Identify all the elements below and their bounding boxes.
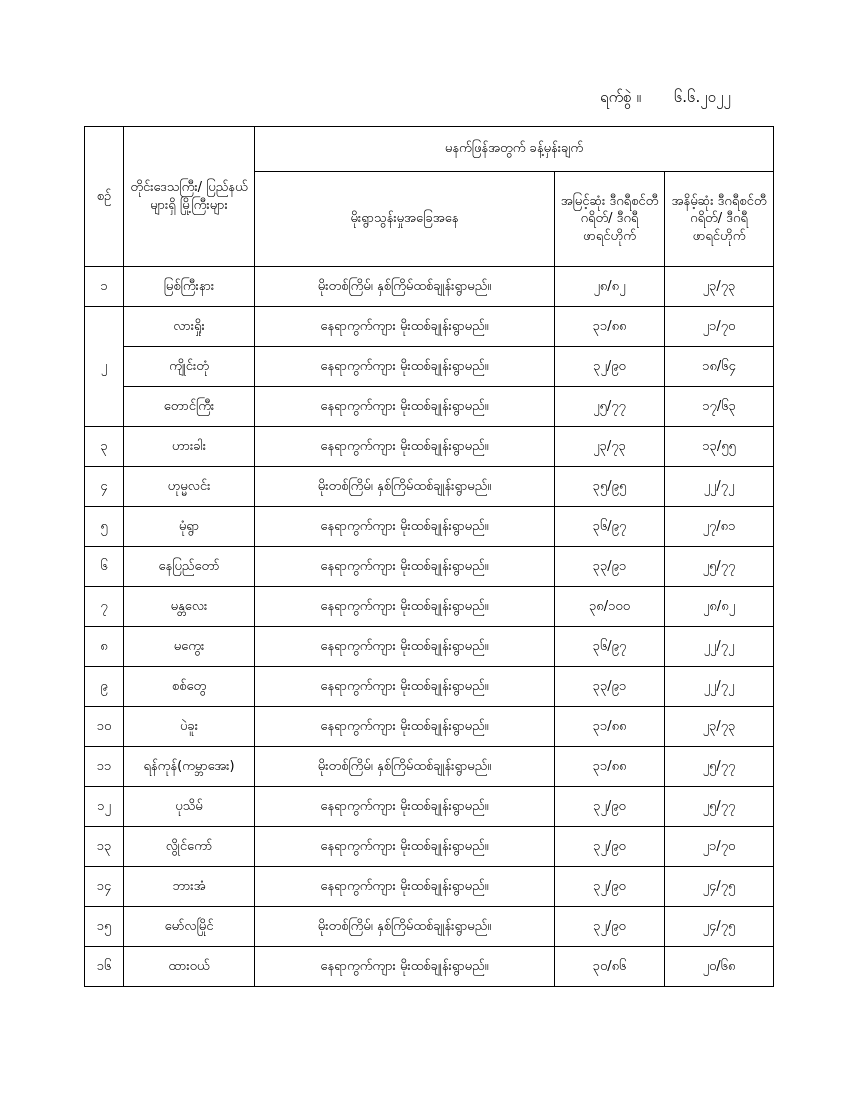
cell-city: မြစ်ကြီးနား [124,267,255,307]
cell-no: ၉ [85,667,124,707]
cell-no: ၃ [85,427,124,467]
cell-no: ၅ [85,507,124,547]
cell-no: ၁၆ [85,947,124,987]
date-value: ၆.၆.၂၀၂၂ [673,88,731,106]
cell-max: ၂၈/၈၂ [555,267,665,307]
cell-max: ၃၂/၉၀ [555,867,665,907]
cell-condition: နေရာကွက်ကျား မိုးထစ်ချုန်းရွာမည်။ [255,587,555,627]
cell-city: မော်လမြိုင် [124,907,255,947]
cell-city: စစ်တွေ [124,667,255,707]
cell-condition: နေရာကွက်ကျား မိုးထစ်ချုန်းရွာမည်။ [255,387,555,427]
table-row [85,507,774,547]
cell-max: ၃၂/၉၀ [555,787,665,827]
cell-min: ၂၂/၇၂ [665,467,774,507]
group-header-forecast: မနက်ဖြန်အတွက် ခန့်မှန်းချက် [255,127,774,172]
cell-min: ၂၁/၇၀ [665,827,774,867]
cell-no: ၆ [85,547,124,587]
table-row [85,587,774,627]
cell-city: ကျိုင်းတုံ [124,347,255,387]
cell-max: ၂၅/၇၇ [555,387,665,427]
col-header-max: အမြင့်ဆုံး ဒီဂရီစင်တီဂရိတ်/ ဒီဂရီဖာရင်ဟိုက် [555,172,665,267]
cell-no: ၈ [85,627,124,667]
cell-max: ၃၆/၉၇ [555,627,665,667]
cell-no: ၂ [85,307,124,427]
cell-no: ၁၂ [85,787,124,827]
cell-min: ၂၅/၇၇ [665,787,774,827]
cell-max: ၃၁/၈၈ [555,707,665,747]
cell-no: ၁ [85,267,124,307]
cell-max: ၃၁/၈၈ [555,307,665,347]
cell-min: ၂၃/၇၃ [665,707,774,747]
date-label: ရက်စွဲ ။ [600,88,642,106]
cell-min: ၂၁/၇၀ [665,307,774,347]
table-row [85,947,774,987]
cell-condition: နေရာကွက်ကျား မိုးထစ်ချုန်းရွာမည်။ [255,867,555,907]
cell-condition: မိုးတစ်ကြိမ်၊ နှစ်ကြိမ်ထစ်ချုန်းရွာမည်။ [255,747,555,787]
cell-min: ၂၈/၈၂ [665,587,774,627]
cell-condition: နေရာကွက်ကျား မိုးထစ်ချုန်းရွာမည်။ [255,547,555,587]
cell-min: ၁၇/၆၃ [665,387,774,427]
cell-max: ၃၂/၉၀ [555,347,665,387]
table-row [85,427,774,467]
cell-max: ၃၁/၈၈ [555,747,665,787]
cell-max: ၃၅/၉၅ [555,467,665,507]
table-row [85,707,774,747]
cell-no: ၁၄ [85,867,124,907]
table-row [85,667,774,707]
col-header-no: စဉ် [85,127,124,267]
table-row [85,387,774,427]
cell-city: နေပြည်တော် [124,547,255,587]
cell-min: ၂၂/၇၂ [665,667,774,707]
cell-max: ၃၆/၉၇ [555,507,665,547]
cell-city: ဟားခါး [124,427,255,467]
cell-min: ၂၄/၇၅ [665,867,774,907]
cell-city: မကွေး [124,627,255,667]
cell-city: မုံရွာ [124,507,255,547]
cell-condition: နေရာကွက်ကျား မိုးထစ်ချုန်းရွာမည်။ [255,827,555,867]
cell-city: ဟုမ္မလင်း [124,467,255,507]
cell-max: ၃၂/၉၀ [555,827,665,867]
cell-no: ၁၅ [85,907,124,947]
cell-min: ၂၅/၇၇ [665,547,774,587]
cell-condition: နေရာကွက်ကျား မိုးထစ်ချုန်းရွာမည်။ [255,627,555,667]
table-row [85,627,774,667]
cell-condition: နေရာကွက်ကျား မိုးထစ်ချုန်းရွာမည်။ [255,347,555,387]
cell-no: ၁၃ [85,827,124,867]
col-header-city: တိုင်းဒေသကြီး/ ပြည်နယ်များရှိ မြို့ကြီးများ [124,127,255,267]
cell-condition: နေရာကွက်ကျား မိုးထစ်ချုန်းရွာမည်။ [255,707,555,747]
table-row [85,907,774,947]
cell-min: ၂၂/၇၂ [665,627,774,667]
cell-city: ရန်ကုန်(ကမ္ဘာအေး) [124,747,255,787]
cell-condition: မိုးတစ်ကြိမ်၊ နှစ်ကြိမ်ထစ်ချုန်းရွာမည်။ [255,267,555,307]
cell-min: ၁၃/၅၅ [665,427,774,467]
cell-condition: နေရာကွက်ကျား မိုးထစ်ချုန်းရွာမည်။ [255,787,555,827]
cell-city: လားရှိုး [124,307,255,347]
date-line [600,88,760,110]
cell-max: ၃၃/၉၁ [555,667,665,707]
table-row [85,347,774,387]
cell-condition: နေရာကွက်ကျား မိုးထစ်ချုန်းရွာမည်။ [255,667,555,707]
cell-no: ၁၀ [85,707,124,747]
table-row [85,467,774,507]
cell-condition: မိုးတစ်ကြိမ်၊ နှစ်ကြိမ်ထစ်ချုန်းရွာမည်။ [255,907,555,947]
table-row [85,547,774,587]
cell-condition: မိုးတစ်ကြိမ်၊ နှစ်ကြိမ်ထစ်ချုန်းရွာမည်။ [255,467,555,507]
cell-max: ၃၃/၉၁ [555,547,665,587]
cell-condition: နေရာကွက်ကျား မိုးထစ်ချုန်းရွာမည်။ [255,307,555,347]
forecast-table [84,126,774,987]
cell-city: ဘားအံ [124,867,255,907]
header-row-1 [85,127,774,172]
cell-min: ၂၅/၇၇ [665,747,774,787]
cell-city: မန္တလေး [124,587,255,627]
cell-city: ပဲခူး [124,707,255,747]
cell-condition: နေရာကွက်ကျား မိုးထစ်ချုန်းရွာမည်။ [255,427,555,467]
cell-no: ၇ [85,587,124,627]
cell-condition: နေရာကွက်ကျား မိုးထစ်ချုန်းရွာမည်။ [255,507,555,547]
cell-no: ၁၁ [85,747,124,787]
cell-city: ပုသိမ် [124,787,255,827]
col-header-condition: မိုးရွာသွန်းမှုအခြေအနေ [255,172,555,267]
cell-min: ၂၃/၇၃ [665,267,774,307]
col-header-min: အနိမ့်ဆုံး ဒီဂရီစင်တီဂရိတ်/ ဒီဂရီဖာရင်ဟိုက် [665,172,774,267]
cell-max: ၃၈/၁၀၀ [555,587,665,627]
cell-max: ၃၂/၉၀ [555,907,665,947]
cell-min: ၁၈/၆၄ [665,347,774,387]
cell-min: ၂၇/၈၁ [665,507,774,547]
table-row [85,867,774,907]
table-row [85,747,774,787]
cell-city: လွိုင်ကော် [124,827,255,867]
table-row [85,267,774,307]
cell-city: ထားဝယ် [124,947,255,987]
cell-min: ၂၄/၇၅ [665,907,774,947]
table-row [85,307,774,347]
cell-city: တောင်ကြီး [124,387,255,427]
cell-condition: နေရာကွက်ကျား မိုးထစ်ချုန်းရွာမည်။ [255,947,555,987]
table-row [85,787,774,827]
cell-max: ၂၃/၇၃ [555,427,665,467]
table-row [85,827,774,867]
cell-min: ၂၀/၆၈ [665,947,774,987]
cell-no: ၄ [85,467,124,507]
cell-max: ၃၀/၈၆ [555,947,665,987]
